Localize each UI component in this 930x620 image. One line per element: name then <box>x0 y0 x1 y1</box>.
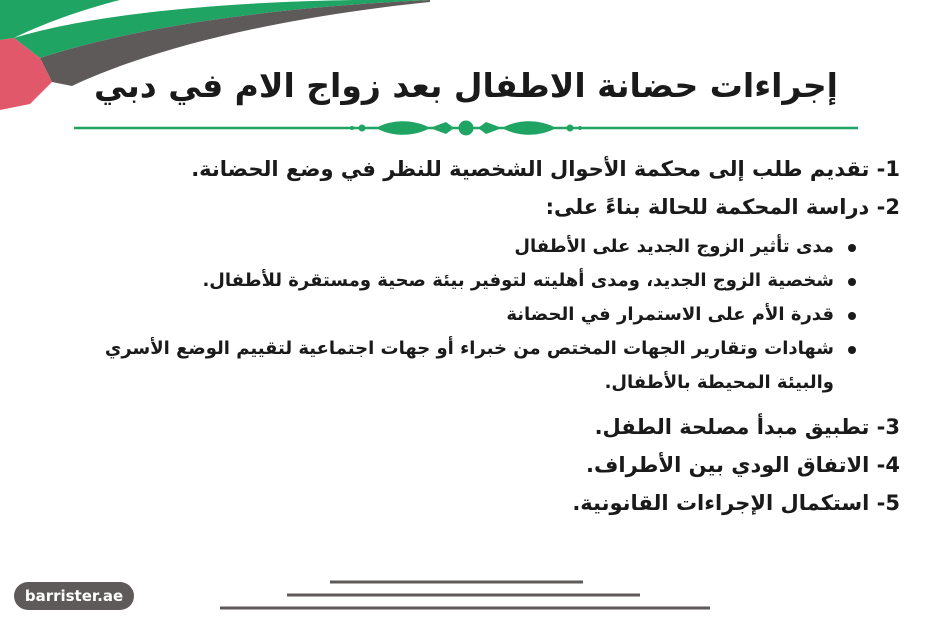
step-2: 2- دراسة المحكمة للحالة بناءً على: <box>545 195 900 219</box>
bullet-dot-icon <box>848 244 856 252</box>
procedure-content <box>20 150 900 522</box>
bullet-dot-icon <box>848 278 856 286</box>
criteria-item <box>104 332 856 400</box>
page-title: إجراءات حضانة الاطفال بعد زواج الام في دبي <box>94 66 838 105</box>
criteria-item-text: شخصية الزوج الجديد، ومدى أهليته لتوفير بيئة صحية ومستقرة للأطفال. <box>202 270 834 291</box>
bullet-dot-icon <box>848 346 856 354</box>
step-3: 3- تطبيق مبدأ مصلحة الطفل. <box>594 415 900 439</box>
criteria-item-text: قدرة الأم على الاستمرار في الحضانة <box>506 304 834 325</box>
step-1: 1- تقديم طلب إلى محكمة الأحوال الشخصية للنظر في وضع الحضانة. <box>191 157 900 181</box>
brand-badge: barrister.ae <box>14 582 134 610</box>
criteria-item <box>104 298 856 332</box>
step-5: 5- استكمال الإجراءات القانونية. <box>572 491 900 515</box>
criteria-item-text: شهادات وتقارير الجهات المختص من خبراء أو جهات اجتماعية لتقييم الوضع الأسري والبيئة المحيطة بالأطفال. <box>104 338 834 393</box>
ornamental-divider <box>74 116 858 140</box>
criteria-item <box>104 230 856 264</box>
step-4: 4- الاتفاق الودي بين الأطراف. <box>586 453 900 477</box>
criteria-item <box>104 264 856 298</box>
bottom-decorative-lines <box>215 574 715 614</box>
criteria-item-text: مدى تأثير الزوج الجديد على الأطفال <box>514 236 834 257</box>
bullet-dot-icon <box>848 312 856 320</box>
criteria-list <box>20 230 900 400</box>
